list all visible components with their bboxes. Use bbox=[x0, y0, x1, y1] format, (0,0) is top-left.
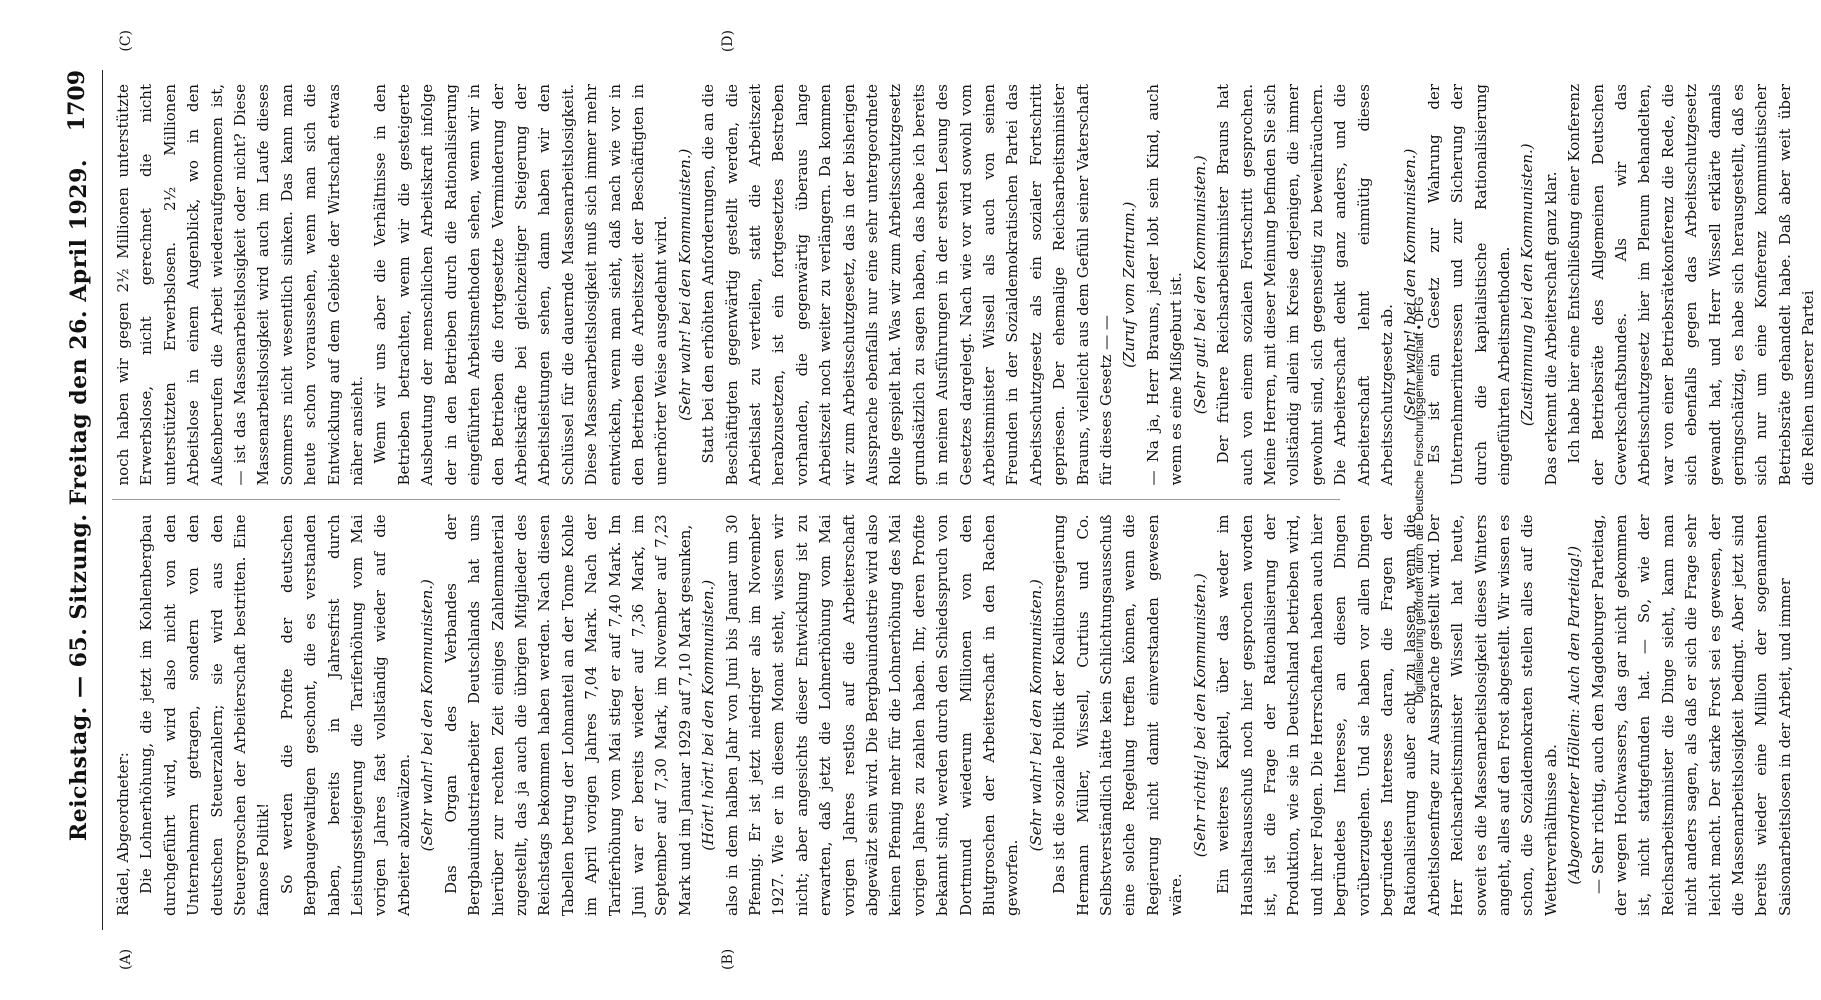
margin-marker-d: (D) bbox=[720, 30, 736, 53]
interjection: (Sehr wahr! bei den Kommunisten.) bbox=[675, 148, 694, 421]
paragraph: Wenn wir uns aber die Verhältnisse in den Betrieben betrachten, wenn wir die gesteigerte Ausbeutung der menschlichen Arbeitskraft infolge der in den Betrieben durch die Rationalisierung eingeführten Arbeitsmethoden sehen, wenn wir in den Betrieben die fortgesetzte Verminderung der Arbeitskräfte bei gleichzeitiger Steigerung der Arbeitsleistungen sehen, dann haben wir den Schlüssel für die dauernde Massenarbeitslosigkeit. Diese Massenarbeitslosigkeit muß sich immer mehr entwickeln, wenn man sieht, daß nach wie vor in den Betrieben die Arbeitszeit der Beschäftigten in unerhörter Weise ausgedehnt wird. bbox=[371, 84, 671, 486]
interjection: (Sehr wahr! bei den Kommunisten.) bbox=[418, 579, 437, 852]
paragraph: — Sehr richtig, auch den Magdeburger Parteitag, der wegen Hochwassers, das gar nicht gekommen ist, nicht stattgefunden hat. — So, wie der Reichsarbeitsminister die Dinge sieht, kann man nicht anders sagen, als daß er sich die Frage sehr leicht macht. Der starke Frost sei es gewesen, der die Massenarbeitslosigkeit bedingt. Aber jetzt sind bereits wieder eine Million der sogenannten Saisonarbeitslosen in der Arbeit, und immer bbox=[1588, 514, 1794, 916]
paragraph: Es ist ein Gesetz zur Wahrung der Unternehmerinteressen und zur Sicherung der durch die kapitalistische Rationalisierung eingeführten Arbeitsmethoden. bbox=[1424, 84, 1513, 486]
running-title: Reichstag. — 65. Sitzung. Freitag den 26. April 1929. bbox=[66, 158, 92, 842]
interjection: (Zuruf vom Zentrum.) bbox=[1120, 201, 1139, 368]
paragraph: noch haben wir gegen 2½ Millionen unterstützte Erwerbslose, nicht gerechnet die nicht unterstützten Erwerbslosen. 2½ Millionen Arbeitslose in einem Augenblick, wo in den Außenberufen die Arbeit wiederaufgenommen ist, — ist das Massenarbeitslosigkeit oder nicht? Diese Massenarbeitslosigkeit wird auch im Laufe dieses Sommers nicht wesentlich sinken. Das kann man heute schon voraussehen, wenn man sich die Entwicklung auf dem Gebiete der Wirtschaft etwas näher ansieht. bbox=[114, 84, 367, 486]
paragraph: Das ist die soziale Politik der Koalitionsregierung Hermann Müller, Wissell, Curtius und Co. Selbstverständlich hätte kein Schlichtungsausschuß eine solche Regelung treffen können, wenn die Regierung nicht damit einverstanden gewesen wäre. bbox=[1050, 514, 1186, 916]
digitization-sidebar bbox=[1408, 0, 1430, 1000]
margin-marker-b: (B) bbox=[720, 948, 736, 970]
interjection: (Sehr richtig! bei den Kommunisten.) bbox=[1190, 573, 1209, 858]
paragraph: — Na ja, Herr Brauns, jeder lobt sein Kind, auch wenn es eine Mißgeburt ist. bbox=[1143, 84, 1186, 486]
paragraph: So werden die Profite der deutschen Bergbaugewaltigen geschont, die es verstanden haben, bereits in Jahresfrist durch Leistungssteigerung die Tariferhöhung vom Mai vorigen Jahres fast vollständig wieder auf die Arbeiter abzuwälzen. bbox=[277, 514, 413, 916]
paragraph: Rädel, Abgeordneter: bbox=[114, 752, 132, 916]
page-header bbox=[62, 70, 103, 930]
left-column bbox=[112, 501, 1794, 931]
interjection: (Sehr wahr! bei den Kommunisten.) bbox=[1401, 148, 1420, 421]
paragraph: Die Lohnerhöhung, die jetzt im Kohlenbergbau durchgeführt wird, wird also nicht von den Unternehmern getragen, sondern von den deutschen Steuerzahlern; sie wird aus den Steuergroschen der Arbeiterschaft bestritten. Eine famose Politik! bbox=[137, 514, 273, 916]
interjection: (Sehr wahr! bei den Kommunisten.) bbox=[1026, 579, 1045, 852]
margin-marker-a: (A) bbox=[118, 948, 134, 970]
interjection: (Hört! hört! bei den Kommunisten.) bbox=[699, 579, 718, 851]
paragraph: Ein weiteres Kapitel, über das weder im Haushaltsausschuß noch hier gesprochen worden ist, ist die Frage der Rationalisierung der Produktion, wie sie in Deutschland betrieben wird, und ihrer Folgen. Die Herrschaften haben auch hier begründetes Interesse, an diesen Dingen vorüberzugehen. Und sie haben vor allen Dingen begründetes Interesse daran, die Fragen der Rationalisierung außer acht zu lassen, wenn die Arbeitslosenfrage zur Aussprache gestellt wird. Der Herr Reichsarbeitsminister Wissell hat heute, soweit es die Massenarbeitslosigkeit dieses Winters angeht, alles auf den Frost abgestellt. Wir wissen es schon, die Sozialdemokraten stellen alles auf die Wetterverhältnisse ab. bbox=[1214, 514, 1560, 916]
digitization-note: Digitalisierung gefördert durch die Deutsche Forschungsgemeinschaft • DFG bbox=[1412, 296, 1426, 704]
paragraph: also in dem halben Jahr von Juni bis Januar um 30 Pfennig. Er ist jetzt niedriger als im November 1927. Wie er in diesem Monat steht, wissen wir nicht; aber angesichts dieser Entwicklung ist zu erwarten, daß jetzt die Lohnerhöhung vom Mai vorigen Jahres restlos auf die Arbeiterschaft abgewälzt sein wird. Die Bergbauindustrie wird also keinen Pfennig mehr für die Lohnerhöhung des Mai vorigen Jahres zu zahlen haben. Ihr, deren Profite bekannt sind, werden durch den Schiedsspruch von Dortmund wiederum Millionen von den Blutgroschen der Arbeiterschaft in den Rachen geworfen. bbox=[722, 514, 1022, 916]
paragraph: Ich habe hier eine Entschließung einer Konferenz der Betriebsräte des Allgemeinen Deutschen Gewerkschaftsbundes. Als wir das Arbeitsschutzgesetz hier im Plenum behandelten, war von einer Betriebsrätekonferenz die Rede, die sich ebenfalls gegen das Arbeitsschutzgesetz gewandt hat, und Herr Wissell erklärte damals geringschätzig, es habe sich herausgestellt, daß es sich nur um eine Konferenz kommunistischer Betriebsräte gehandelt habe. Daß aber weit über die Reihen unserer Partei bbox=[1565, 84, 1818, 486]
paragraph: Der frühere Reichsarbeitsminister Brauns hat auch von einem sozialen Fortschritt gesprochen. Meine Herren, mit dieser Meinung befinden Sie sich vollständig allein im Kreise derjenigen, die immer gewohnt sind, sich gegenseitig zu beweihräuchern. Die Arbeiterschaft denkt ganz anders, und die Arbeiterschaft lehnt einmütig dieses Arbeitsschutzgesetz ab. bbox=[1214, 84, 1396, 486]
paragraph: Das Organ des Verbandes der Bergbauindustriearbeiter Deutschlands hat uns hierüber zur rechten Zeit einiges Zahlenmaterial zugestellt, das ja auch die übrigen Mitglieder des Reichstags bekommen haben werden. Nach diesen Tabellen betrug der Lohnanteil an der Tonne Kohle im April vorigen Jahres 7,04 Mark. Nach der Tariferhöhung vom Mai stieg er auf 7,40 Mark. Im Juni war er bereits wieder auf 7,36 Mark, im September auf 7,30 Mark, im November auf 7,23 Mark und im Januar 1929 auf 7,10 Mark gesunken, bbox=[441, 514, 694, 916]
interjection: (Zustimmung bei den Kommunisten.) bbox=[1518, 143, 1537, 427]
interjection: (Sehr gut! bei den Kommunisten.) bbox=[1190, 155, 1209, 415]
page-number: 1709 bbox=[64, 70, 90, 132]
margin-marker-c: (C) bbox=[118, 30, 134, 52]
interjection: (Abgeordneter Höllein: Auch den Parteitag!) bbox=[1565, 545, 1584, 885]
paragraph: Statt bei den erhöhten Anforderungen, die an die Beschäftigten gegenwärtig gestellt werden, die Arbeitslast zu verteilen, statt die Arbeitszeit herabzusetzen, ist ein fortgesetztes Bestreben vorhanden, die gegenwärtig überaus lange Arbeitszeit noch weiter zu verlängern. Da kommen wir zum Arbeitsschutzgesetz, das in der bisherigen Aussprache ebenfalls nur eine sehr untergeordnete Rolle gespielt hat. Was wir zum Arbeitsschutzgesetz grundsätzlich zu sagen haben, das habe ich bereits in meinen Ausführungen in der ersten Lesung des Gesetzes dargelegt. Nach wie vor wird sowohl vom Arbeitsminister Wissell als auch von seinen Freunden in der Sozialdemokratischen Partei das Arbeitsschutzgesetz als ein sozialer Fortschritt gepriesen. Der ehemalige Reichsarbeitsminister Brauns, vielleicht aus dem Gefühl seiner Vaterschaft für dieses Gesetz — — bbox=[699, 84, 1116, 486]
paragraph: Das erkennt die Arbeiterschaft ganz klar. bbox=[1541, 171, 1560, 486]
